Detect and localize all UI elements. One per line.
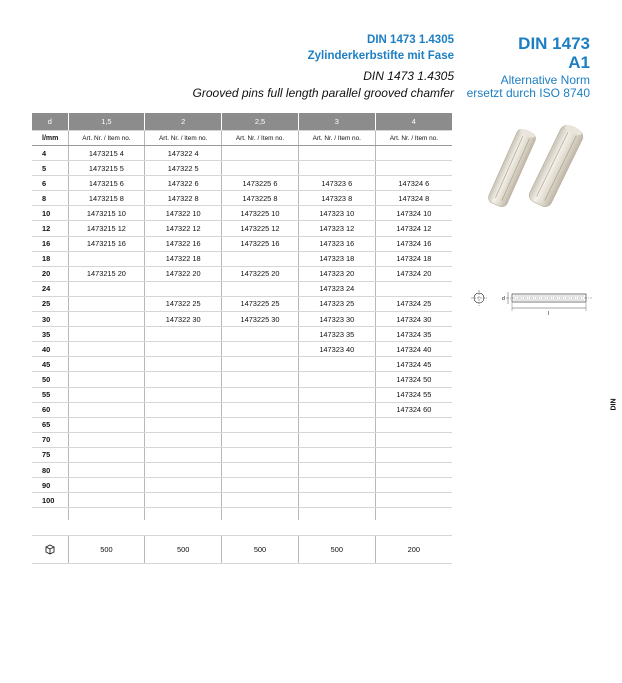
article-number-cell: 147324 8 <box>375 191 452 206</box>
side-tab-din: DIN <box>610 398 618 411</box>
article-number-cell <box>298 493 375 508</box>
article-number-cell <box>145 432 222 447</box>
din-title: DIN 1473 <box>518 34 590 53</box>
article-number-cell <box>222 372 299 387</box>
article-number-cell <box>145 342 222 357</box>
table-row <box>32 312 452 327</box>
article-number-cell: 147322 4 <box>145 146 222 161</box>
article-number-cell: 147324 25 <box>375 296 452 311</box>
article-number-cell <box>222 327 299 342</box>
length-value: 55 <box>32 387 68 402</box>
spacer-cell <box>222 508 299 521</box>
table-row <box>32 176 452 191</box>
article-number-cell: 147324 12 <box>375 221 452 236</box>
length-value: 8 <box>32 191 68 206</box>
article-number-cell: 147324 18 <box>375 251 452 266</box>
article-number-cell <box>222 432 299 447</box>
table-row <box>32 447 452 462</box>
length-value: 65 <box>32 417 68 432</box>
length-value: 5 <box>32 161 68 176</box>
article-number-cell <box>298 417 375 432</box>
article-number-cell <box>222 417 299 432</box>
header-en-title: Grooved pins full length parallel grooved chamfer <box>192 86 454 100</box>
article-number-cell <box>375 478 452 493</box>
article-number-label: Art. Nr. / Item no. <box>68 131 145 146</box>
article-number-cell <box>68 432 145 447</box>
table-row <box>32 387 452 402</box>
table-row <box>32 478 452 493</box>
table-bottom-spacer <box>32 508 452 521</box>
article-number-cell <box>222 387 299 402</box>
article-number-cell: 147324 20 <box>375 266 452 281</box>
article-number-cell: 147322 12 <box>145 221 222 236</box>
table-row <box>32 281 452 296</box>
article-number-cell <box>68 281 145 296</box>
article-number-cell <box>222 146 299 161</box>
table-row <box>32 221 452 236</box>
article-number-cell: 147324 50 <box>375 372 452 387</box>
article-number-cell <box>298 462 375 477</box>
article-number-cell <box>145 387 222 402</box>
header-en-norm: DIN 1473 1.4305 <box>363 69 454 83</box>
article-number-cell <box>298 387 375 402</box>
spacer-cell <box>298 508 375 521</box>
length-value: 6 <box>32 176 68 191</box>
length-value: 35 <box>32 327 68 342</box>
article-number-label: Art. Nr. / Item no. <box>375 131 452 146</box>
article-number-cell <box>68 478 145 493</box>
article-number-cell: 1473215 6 <box>68 176 145 191</box>
article-number-cell: 1473225 12 <box>222 221 299 236</box>
article-number-cell: 147323 16 <box>298 236 375 251</box>
article-number-cell <box>145 493 222 508</box>
diameter-header: 2,5 <box>222 113 299 131</box>
article-number-cell <box>222 342 299 357</box>
article-number-label: Art. Nr. / Item no. <box>298 131 375 146</box>
length-value: 45 <box>32 357 68 372</box>
article-number-cell: 147323 18 <box>298 251 375 266</box>
material-grade: A1 <box>568 53 590 72</box>
article-number-cell <box>145 402 222 417</box>
article-number-cell <box>145 372 222 387</box>
article-number-cell <box>298 357 375 372</box>
package-quantity: 200 <box>375 536 452 564</box>
article-number-cell: 147324 45 <box>375 357 452 372</box>
article-number-cell <box>375 462 452 477</box>
article-number-cell: 147322 16 <box>145 236 222 251</box>
table-row <box>32 372 452 387</box>
table-row <box>32 357 452 372</box>
diameter-corner-label: d <box>32 113 68 131</box>
alternative-norm-label: Alternative Norm <box>500 73 590 87</box>
packaging-table <box>32 535 452 564</box>
article-number-cell: 1473215 12 <box>68 221 145 236</box>
article-number-cell <box>68 372 145 387</box>
article-number-cell <box>222 161 299 176</box>
header-de-title: Zylinderkerbstifte mit Fase <box>307 50 454 62</box>
article-number-cell <box>298 372 375 387</box>
length-value: 30 <box>32 312 68 327</box>
table-row <box>32 493 452 508</box>
article-number-cell <box>222 493 299 508</box>
article-number-cell <box>145 478 222 493</box>
article-number-cell <box>298 447 375 462</box>
table-row <box>32 251 452 266</box>
article-number-cell: 147322 18 <box>145 251 222 266</box>
article-number-cell <box>375 281 452 296</box>
article-number-cell <box>222 447 299 462</box>
article-number-cell <box>145 447 222 462</box>
length-value: 18 <box>32 251 68 266</box>
table-row <box>32 296 452 311</box>
article-number-cell <box>68 462 145 477</box>
header-de-norm: DIN 1473 1.4305 <box>367 34 454 46</box>
article-number-cell <box>222 357 299 372</box>
grooved-pins-photo <box>476 118 594 218</box>
article-number-cell <box>375 161 452 176</box>
article-number-cell: 147324 35 <box>375 327 452 342</box>
length-value: 50 <box>32 372 68 387</box>
article-number-cell: 1473225 25 <box>222 296 299 311</box>
article-number-cell: 1473225 16 <box>222 236 299 251</box>
article-number-cell: 147324 30 <box>375 312 452 327</box>
article-number-cell: 147322 8 <box>145 191 222 206</box>
article-number-cell: 147324 60 <box>375 402 452 417</box>
spacer-cell <box>68 508 145 521</box>
diameter-header-row <box>32 113 452 131</box>
diameter-dimension-label: d <box>502 296 505 302</box>
length-value: 12 <box>32 221 68 236</box>
package-quantity: 500 <box>222 536 299 564</box>
article-number-cell <box>298 402 375 417</box>
article-number-cell: 1473225 10 <box>222 206 299 221</box>
article-number-cell: 147323 40 <box>298 342 375 357</box>
article-number-cell <box>375 417 452 432</box>
table-row <box>32 206 452 221</box>
length-value: 75 <box>32 447 68 462</box>
article-number-cell: 147324 55 <box>375 387 452 402</box>
article-number-cell: 1473225 8 <box>222 191 299 206</box>
article-number-cell: 147322 10 <box>145 206 222 221</box>
article-number-cell <box>68 327 145 342</box>
length-value: 80 <box>32 462 68 477</box>
article-number-cell: 1473215 4 <box>68 146 145 161</box>
article-number-cell: 1473225 30 <box>222 312 299 327</box>
article-number-cell: 147323 6 <box>298 176 375 191</box>
table-row <box>32 462 452 477</box>
article-number-cell <box>68 296 145 311</box>
article-number-cell: 147324 6 <box>375 176 452 191</box>
article-number-cell <box>222 462 299 477</box>
article-number-cell <box>68 342 145 357</box>
article-number-cell: 147323 8 <box>298 191 375 206</box>
table-row <box>32 146 452 161</box>
article-number-label: Art. Nr. / Item no. <box>145 131 222 146</box>
technical-drawing <box>466 282 596 322</box>
package-quantity: 500 <box>68 536 145 564</box>
article-number-cell: 1473215 5 <box>68 161 145 176</box>
spacer-cell <box>375 508 452 521</box>
table-row <box>32 432 452 447</box>
article-number-cell <box>68 402 145 417</box>
length-value: 16 <box>32 236 68 251</box>
length-unit-label: l/mm <box>32 131 68 146</box>
table-row <box>32 417 452 432</box>
length-value: 70 <box>32 432 68 447</box>
article-number-cell <box>68 387 145 402</box>
package-quantity-icon <box>32 536 68 564</box>
replacement-norm-label: ersetzt durch ISO 8740 <box>466 86 590 100</box>
table-row <box>32 342 452 357</box>
article-number-cell <box>68 493 145 508</box>
article-table <box>32 113 452 520</box>
table-row <box>32 236 452 251</box>
length-value: 4 <box>32 146 68 161</box>
diameter-header: 2 <box>145 113 222 131</box>
table-row <box>32 161 452 176</box>
article-number-cell <box>375 493 452 508</box>
article-number-cell <box>298 146 375 161</box>
length-value: 90 <box>32 478 68 493</box>
table-row <box>32 327 452 342</box>
article-number-cell <box>222 478 299 493</box>
article-number-cell: 147322 20 <box>145 266 222 281</box>
article-label-row <box>32 131 452 146</box>
spacer-cell <box>32 508 68 521</box>
spacer-cell <box>145 508 222 521</box>
article-number-cell <box>375 447 452 462</box>
article-number-cell: 147323 24 <box>298 281 375 296</box>
article-number-cell: 147322 6 <box>145 176 222 191</box>
article-number-label: Art. Nr. / Item no. <box>222 131 299 146</box>
table-row <box>32 402 452 417</box>
article-number-cell <box>68 447 145 462</box>
article-number-cell <box>145 417 222 432</box>
table-row <box>32 266 452 281</box>
table-row <box>32 191 452 206</box>
article-number-cell: 147323 25 <box>298 296 375 311</box>
article-number-cell: 147324 10 <box>375 206 452 221</box>
length-value: 24 <box>32 281 68 296</box>
article-number-cell <box>298 432 375 447</box>
article-number-cell <box>68 357 145 372</box>
article-number-cell <box>145 357 222 372</box>
article-number-cell: 147323 20 <box>298 266 375 281</box>
article-number-cell: 147323 10 <box>298 206 375 221</box>
article-number-cell: 147323 35 <box>298 327 375 342</box>
article-number-cell <box>222 251 299 266</box>
article-number-cell: 147324 16 <box>375 236 452 251</box>
article-number-cell: 147323 30 <box>298 312 375 327</box>
article-number-cell: 1473215 16 <box>68 236 145 251</box>
article-number-cell: 1473215 10 <box>68 206 145 221</box>
article-number-cell <box>68 312 145 327</box>
diameter-header: 3 <box>298 113 375 131</box>
length-value: 60 <box>32 402 68 417</box>
article-number-cell <box>145 281 222 296</box>
article-number-cell <box>145 462 222 477</box>
packaging-row <box>32 536 452 564</box>
article-number-cell: 147322 25 <box>145 296 222 311</box>
article-number-cell <box>222 402 299 417</box>
diameter-header: 4 <box>375 113 452 131</box>
package-quantity: 500 <box>298 536 375 564</box>
length-value: 10 <box>32 206 68 221</box>
article-number-cell: 1473215 8 <box>68 191 145 206</box>
article-number-cell: 1473225 20 <box>222 266 299 281</box>
length-value: 100 <box>32 493 68 508</box>
package-quantity: 500 <box>145 536 222 564</box>
article-number-cell <box>222 281 299 296</box>
article-number-cell: 1473225 6 <box>222 176 299 191</box>
article-number-cell <box>375 432 452 447</box>
article-number-cell: 147322 5 <box>145 161 222 176</box>
length-dimension-label: l <box>548 311 550 317</box>
article-number-cell: 147323 12 <box>298 221 375 236</box>
article-number-cell <box>298 161 375 176</box>
article-number-cell: 147322 30 <box>145 312 222 327</box>
diameter-header: 1,5 <box>68 113 145 131</box>
article-number-cell <box>375 146 452 161</box>
article-number-cell <box>145 327 222 342</box>
article-number-cell: 1473215 20 <box>68 266 145 281</box>
article-number-cell <box>68 251 145 266</box>
article-number-cell: 147324 40 <box>375 342 452 357</box>
length-value: 20 <box>32 266 68 281</box>
length-value: 40 <box>32 342 68 357</box>
article-number-cell <box>68 417 145 432</box>
length-value: 25 <box>32 296 68 311</box>
article-number-cell <box>298 478 375 493</box>
